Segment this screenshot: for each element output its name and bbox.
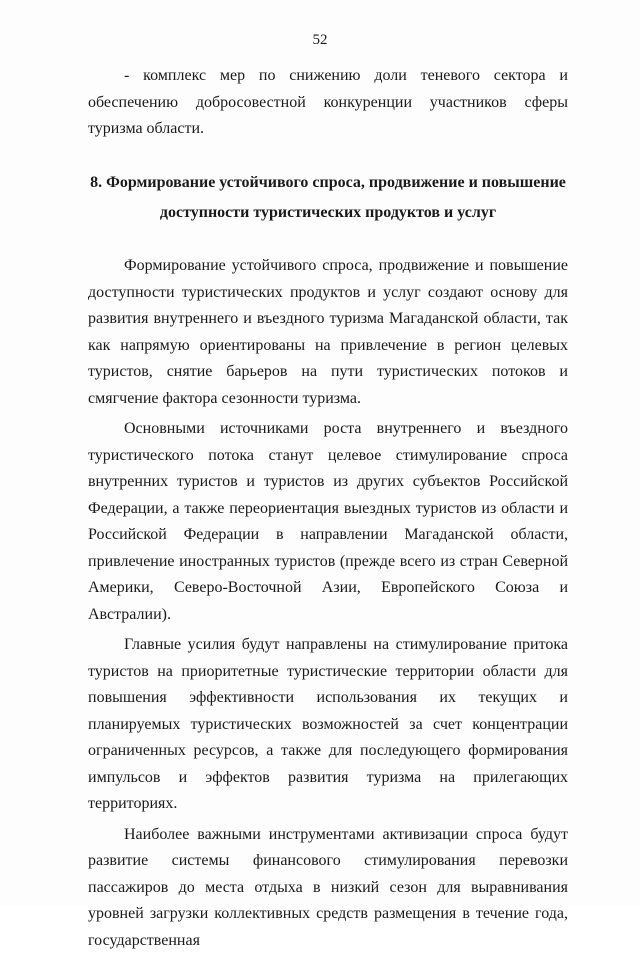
body-paragraph-2: Основными источниками роста внутреннего и въездного туристического потока станут целевое стимулирование спроса внутренних туристов и туристов из других субъектов Российской Федерации, а также переориентация выездных туристов из области и Российской Федерации в направлении Магаданской области, привлечение иностранных туристов (прежде всего из стран Северной Америки, Северо-Восточной Азии, Европейского Союза и Австралии). xyxy=(88,416,568,628)
page-number: 52 xyxy=(0,32,640,49)
body-paragraph-1: Формирование устойчивого спроса, продвижение и повышение доступности туристических продуктов и услуг создают основу для развития внутреннего и въездного туризма Магаданской области, так как напрямую ориентированы на привлечение в регион целевых туристов, снятие барьеров на пути туристических потоков и смягчение фактора сезонности туризма. xyxy=(88,253,568,412)
section-heading xyxy=(88,168,568,228)
intro-paragraph: - комплекс мер по снижению доли теневого сектора и обеспечению добросовестной конкуренции участников сферы туризма области. xyxy=(88,63,568,143)
body-paragraph-3: Главные усилия будут направлены на стимулирование притока туристов на приоритетные туристические территории области для повышения эффективности использования их текущих и планируемых туристических возможностей за счет концентрации ограниченных ресурсов, а также для последующего формирования импульсов и эффектов развития туризма на прилегающих территориях. xyxy=(88,632,568,818)
body-paragraph-4: Наиболее важными инструментами активизации спроса будут развитие системы финансового стимулирования перевозки пассажиров до места отдыха в низкий сезон для выравнивания уровней загрузки коллективных средств размещения в течение года, государственная xyxy=(88,822,568,954)
intro-block xyxy=(88,63,568,143)
section-heading-line-1: 8. Формирование устойчивого спроса, продвижение и повышение xyxy=(88,168,568,198)
section-heading-line-2: доступности туристических продуктов и услуг xyxy=(88,198,568,228)
section-body xyxy=(88,253,568,954)
